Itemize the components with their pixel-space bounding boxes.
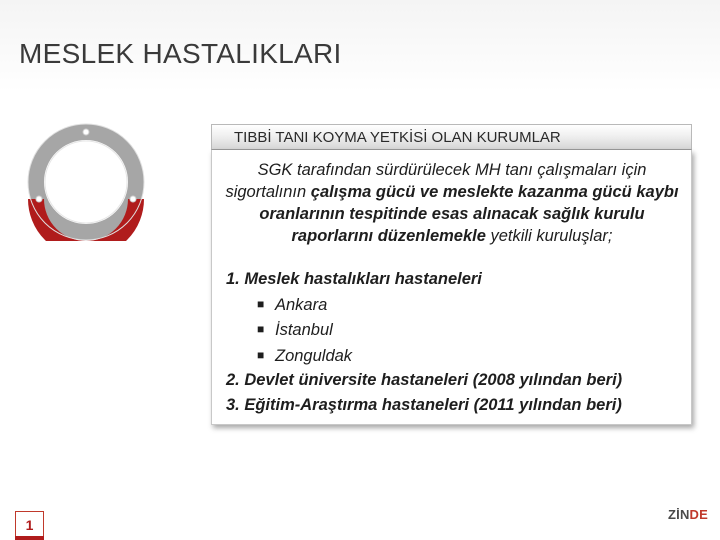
page-badge-bar bbox=[15, 536, 44, 540]
square-bullet-icon: ■ bbox=[257, 296, 265, 311]
square-bullet-icon: ■ bbox=[257, 322, 265, 336]
intro-text: SGK tarafından sürdürülecek MH tanı çalışmaları için sigortalının bbox=[225, 161, 647, 201]
box-title: TIBBİ TANI KOYMA YETKİSİ OLAN KURUMLAR bbox=[234, 129, 561, 146]
list-subitem: ■ Ankara bbox=[226, 292, 688, 318]
page-number: 1 bbox=[25, 517, 34, 533]
intro-paragraph bbox=[222, 159, 682, 247]
content-box bbox=[211, 150, 692, 425]
list-item: 3. Eğitim-Araştırma hastaneleri (2011 yılından beri) bbox=[226, 395, 622, 414]
page-number-badge bbox=[15, 511, 44, 539]
list-item: 1. Meslek hastalıkları hastaneleri bbox=[226, 270, 482, 288]
list-subitem: ■ Zonguldak bbox=[226, 343, 688, 369]
intro-bold-text: çalışma gücü ve meslekte kazanma gücü kaybı oranlarının tespitinde esas alınacak sağlık kurulu raporlarını düzenlemekle bbox=[259, 183, 679, 245]
institution-list bbox=[226, 267, 688, 417]
slide-title: MESLEK HASTALIKLARI bbox=[19, 38, 342, 69]
decorative-ring-icon bbox=[27, 123, 145, 241]
square-bullet-icon: ■ bbox=[257, 347, 265, 362]
list-item: 2. Devlet üniversite hastaneleri (2008 yılından beri) bbox=[226, 371, 623, 389]
box-title-bar bbox=[211, 124, 692, 150]
list-subitem: ■ İstanbul bbox=[226, 317, 688, 343]
intro-text-end: yetkili kuruluşlar; bbox=[485, 227, 613, 245]
brand-logo: ZİNDE bbox=[668, 507, 709, 522]
